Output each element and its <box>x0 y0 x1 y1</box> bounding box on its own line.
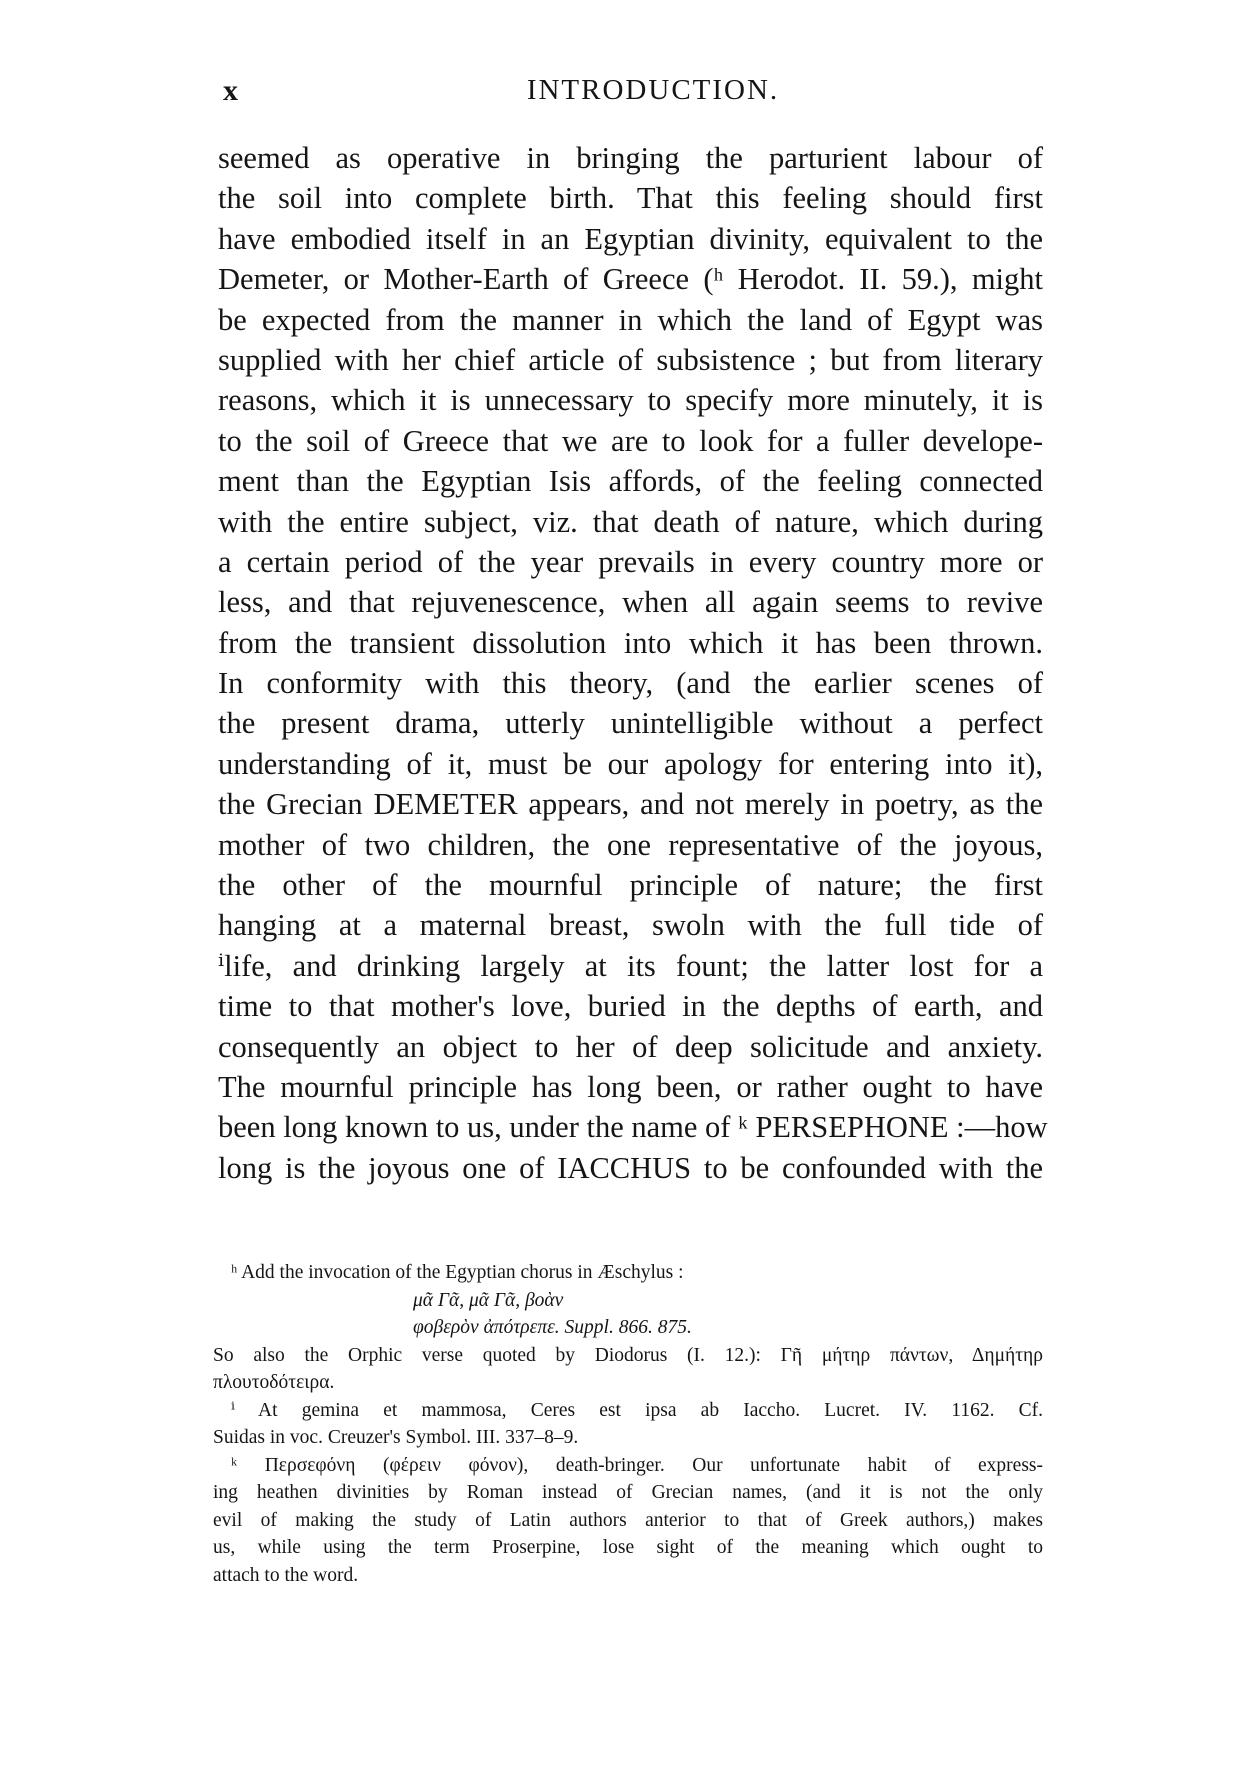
text-line: time to that mother's love, buried in the depths of earth, and <box>218 989 1043 1024</box>
page-title: INTRODUCTION. <box>526 74 780 106</box>
footnote-h: ʰ Add the invocation of the Egyptian chorus in Æschylus : <box>231 1262 684 1283</box>
text-line: to the soil of Greece that we are to look for a fuller develope- <box>218 423 1043 458</box>
text-line: seemed as operative in bringing the parturient labour of <box>218 141 1043 175</box>
greek-verse-line: φοβερὸν ἀπότρεπε. Suppl. 866. 875. <box>413 1317 692 1338</box>
footnote-k-continued: attach to the word. <box>213 1564 359 1586</box>
main-text <box>218 138 1048 1188</box>
text-line: long is the joyous one of IACCHUS to be confounded with the <box>218 1150 1043 1185</box>
text-line: been long known to us, under the name of ᵏ PERSEPHONE :—how <box>218 1110 1048 1145</box>
text-line: The mournful principle has long been, or rather ought to have <box>218 1069 1043 1104</box>
text-line: hanging at a maternal breast, swoln with the full tide of <box>218 908 1043 943</box>
text-line: with the entire subject, viz. that death of nature, which during <box>218 504 1043 539</box>
text-line: from the transient dissolution into which it has been thrown. <box>218 625 1043 660</box>
text-line: Demeter, or Mother-Earth of Greece (ʰ Herodot. II. 59.), might <box>218 262 1043 297</box>
text-line: be expected from the manner in which the land of Egypt was <box>218 302 1043 337</box>
page-number: x <box>223 74 239 107</box>
text-line: the other of the mournful principle of nature; the first <box>218 868 1043 903</box>
footnotes <box>213 1259 1043 1589</box>
running-head <box>223 74 1043 114</box>
text-line: In conformity with this theory, (and the earlier scenes of <box>218 666 1043 701</box>
text-line: ⁱlife, and drinking largely at its fount; the latter lost for a <box>218 948 1043 983</box>
footnote-k-continued: evil of making the study of Latin authors anterior to that of Greek authors,) makes <box>213 1509 1043 1531</box>
greek-verse-line: μᾶ Γᾶ, μᾶ Γᾶ, βοὰν <box>413 1289 564 1311</box>
text-line: less, and that rejuvenescence, when all again seems to revive <box>218 585 1043 620</box>
text-line: consequently an object to her of deep solicitude and anxiety. <box>218 1029 1043 1064</box>
text-line: the Grecian DEMETER appears, and not merely in poetry, as the <box>218 787 1043 822</box>
text-line: supplied with her chief article of subsistence ; but from literary <box>218 342 1043 377</box>
text-line: mother of two children, the one representative of the joyous, <box>218 827 1043 862</box>
footnote-k-continued: us, while using the term Proserpine, lose sight of the meaning which ought to <box>213 1537 1043 1558</box>
text-line: a certain period of the year prevails in every country more or <box>218 544 1043 579</box>
text-line: reasons, which it is unnecessary to specify more minutely, it is <box>218 383 1043 418</box>
text-line: have embodied itself in an Egyptian divinity, equivalent to the <box>218 221 1043 256</box>
footnote-i: ⁱ At gemina et mammosa, Ceres est ipsa ab Iaccho. Lucret. IV. 1162. Cf. <box>231 1399 1043 1421</box>
footnote-k-continued: ing heathen divinities by Roman instead of Grecian names, (and it is not the only <box>213 1482 1043 1503</box>
footnote-k: ᵏ Περσεφόνη (φέρειν φόνον), death-bringer. Our unfortunate habit of express- <box>231 1454 1043 1476</box>
footnote-h-continued: πλουτοδότειρα. <box>213 1372 335 1393</box>
text-line: the soil into complete birth. That this feeling should first <box>218 181 1043 216</box>
footnote-i-continued: Suidas in voc. Creuzer's Symbol. III. 337–8–9. <box>213 1427 579 1448</box>
text-line: understanding of it, must be our apology for entering into it), <box>218 746 1043 781</box>
text-line: ment than the Egyptian Isis affords, of the feeling connected <box>218 464 1043 499</box>
text-line: the present drama, utterly unintelligible without a perfect <box>218 706 1043 741</box>
footnote-h-continued: So also the Orphic verse quoted by Diodorus (I. 12.): Γῆ μήτηρ πάντων, Δημήτηρ <box>213 1344 1043 1366</box>
